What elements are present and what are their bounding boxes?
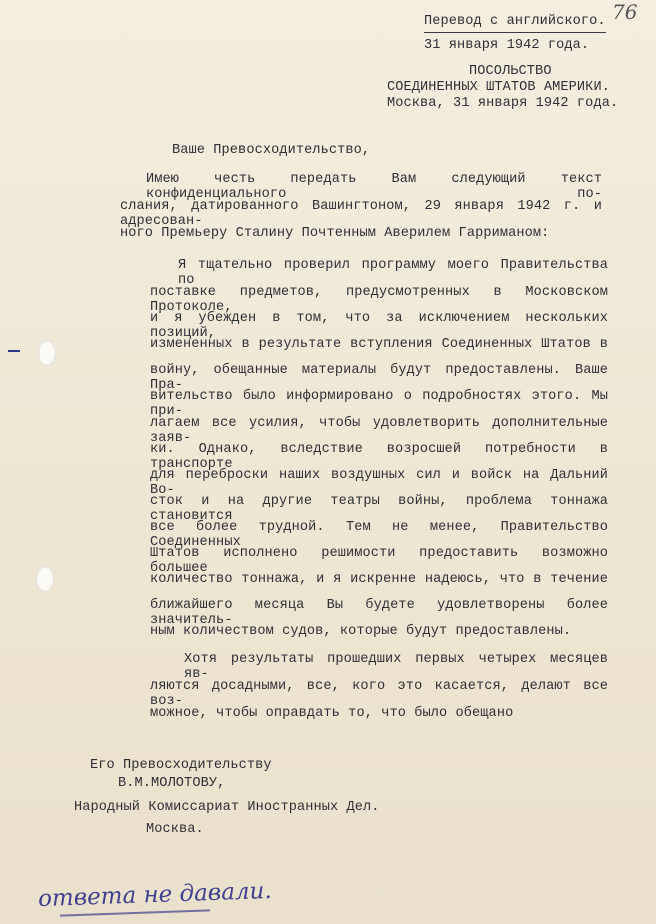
message-line: вительство было информировано о подробностях этого. Мы при- <box>150 389 608 419</box>
page-number: 76 <box>612 0 638 24</box>
addressee-line2: В.М.МОЛОТОВУ, <box>118 776 226 791</box>
closing-line: Хотя результаты прошедших первых четырех месяцев яв- <box>184 652 608 682</box>
salutation: Ваше Превосходительство, <box>172 143 371 158</box>
message-line: ки. Однако, вследствие возросшей потребности в транспорте <box>150 442 608 472</box>
intro-line: слания, датированного Вашингтоном, 29 января 1942 г. и адресован- <box>120 199 602 229</box>
message-line: сток и на другие театры войны, проблема тоннажа становится <box>150 494 608 524</box>
binder-hole-bottom <box>36 566 54 592</box>
closing-line: можное, чтобы оправдать то, что было обещано <box>150 706 514 721</box>
place-date: Москва, 31 января 1942 года. <box>387 96 619 111</box>
margin-tick <box>8 350 20 352</box>
message-line: и я убежден в том, что за исключением нескольких позиций, <box>150 311 608 341</box>
intro-line: Имею честь передать Вам следующий текст конфиденциального по- <box>146 172 602 202</box>
message-line: ближайшего месяца Вы будете удовлетворены более значитель- <box>150 598 608 628</box>
embassy-name-line1: ПОСОЛЬСТВО <box>469 64 552 79</box>
message-line: для переброски наших воздушных сил и войск на Дальний Во- <box>150 468 608 498</box>
embassy-name-line2: СОЕДИНЕННЫХ ШТАТОВ АМЕРИКИ. <box>387 80 610 95</box>
binder-hole-top <box>38 340 56 366</box>
message-line: количество тоннажа, и я искренне надеюсь, что в течение <box>150 572 608 587</box>
message-line: Штатов исполнено решимости предоставить возможно большее <box>150 546 608 576</box>
translation-note: Перевод с английского. <box>424 14 606 29</box>
addressee-line1: Его Превосходительству <box>90 758 272 773</box>
closing-line: ляются досадными, все, кого это касается, делают все воз- <box>150 679 608 709</box>
intro-line: ного Премьеру Сталину Почтенным Аверилем Гарриманом: <box>120 226 550 241</box>
message-line: лагаем все усилия, чтобы удовлетворить дополнительные заяв- <box>150 416 608 446</box>
message-line: все более трудной. Тем не менее, Правительство Соединенных <box>150 520 608 550</box>
message-line: Я тщательно проверил программу моего Правительства по <box>178 258 608 288</box>
addressee-line4: Москва. <box>146 822 204 837</box>
message-line: измененных в результате вступления Соединенных Штатов в <box>150 337 608 352</box>
translation-date: 31 января 1942 года. <box>424 38 590 53</box>
handwritten-note: ответа не давали. <box>37 877 273 913</box>
addressee-line3: Народный Комиссариат Иностранных Дел. <box>74 800 380 815</box>
message-line: войну, обещанные материалы будут предоставлены. Ваше Пра- <box>150 363 608 393</box>
message-line: поставке предметов, предусмотренных в Московском Протоколе, <box>150 285 608 315</box>
translation-note-underline <box>424 32 606 33</box>
message-line: ным количеством судов, которые будут предоставлены. <box>150 624 572 639</box>
